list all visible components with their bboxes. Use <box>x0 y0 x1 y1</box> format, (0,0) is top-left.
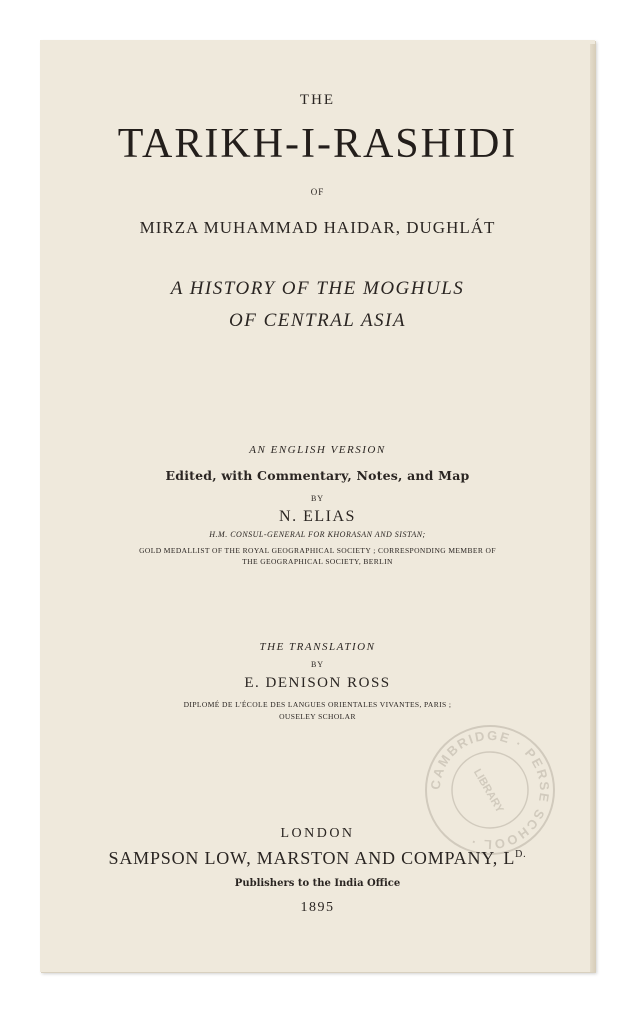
version-label: AN ENGLISH VERSION <box>249 444 386 456</box>
book-title: TARIKH-I-RASHIDI <box>117 121 518 167</box>
subtitle-line-1: A HISTORY OF THE MOGHULS <box>170 278 465 299</box>
stamp-outer-text: CAMBRIDGE · PERSE SCHOOL · <box>427 727 553 853</box>
publisher-name-text: SAMPSON LOW, MARSTON AND COMPANY, L <box>108 848 516 868</box>
publisher-suffix: D. <box>515 849 527 860</box>
editor-name: N. ELIAS <box>279 508 356 525</box>
translation-label: THE TRANSLATION <box>259 641 376 653</box>
page-edge <box>590 44 596 972</box>
translator-credential-line-1: DIPLOMÉ DE L'ÉCOLE DES LANGUES ORIENTALES VIVANTES, PARIS ; <box>183 700 452 709</box>
editor-title: H.M. CONSUL-GENERAL FOR KHORASAN AND SISTAN; <box>209 530 426 539</box>
edited-credit: Edited, with Commentary, Notes, and Map <box>165 468 470 483</box>
by-label: BY <box>310 660 325 669</box>
stamp-inner-text: LIBRARY <box>470 767 506 815</box>
by-label: BY <box>310 494 325 503</box>
translator-name: E. DENISON ROSS <box>244 675 391 691</box>
translator-credential-line-2: OUSELEY SCHOLAR <box>279 712 356 721</box>
title-article: THE <box>299 92 336 108</box>
title-page <box>40 40 595 972</box>
author-name: MIRZA MUHAMMAD HAIDAR, DUGHLÁT <box>139 218 496 237</box>
title-of: OF <box>310 187 325 197</box>
subtitle-line-2: OF CENTRAL ASIA <box>229 310 406 331</box>
publisher-note: Publishers to the India Office <box>234 878 401 889</box>
publication-city: LONDON <box>280 826 355 841</box>
editor-honours-line-2: THE GEOGRAPHICAL SOCIETY, BERLIN <box>242 557 393 566</box>
editor-honours-line-1: GOLD MEDALLIST OF THE ROYAL GEOGRAPHICAL SOCIETY ; CORRESPONDING MEMBER OF <box>139 546 496 555</box>
publisher-name <box>40 848 595 869</box>
publication-year: 1895 <box>300 900 335 915</box>
